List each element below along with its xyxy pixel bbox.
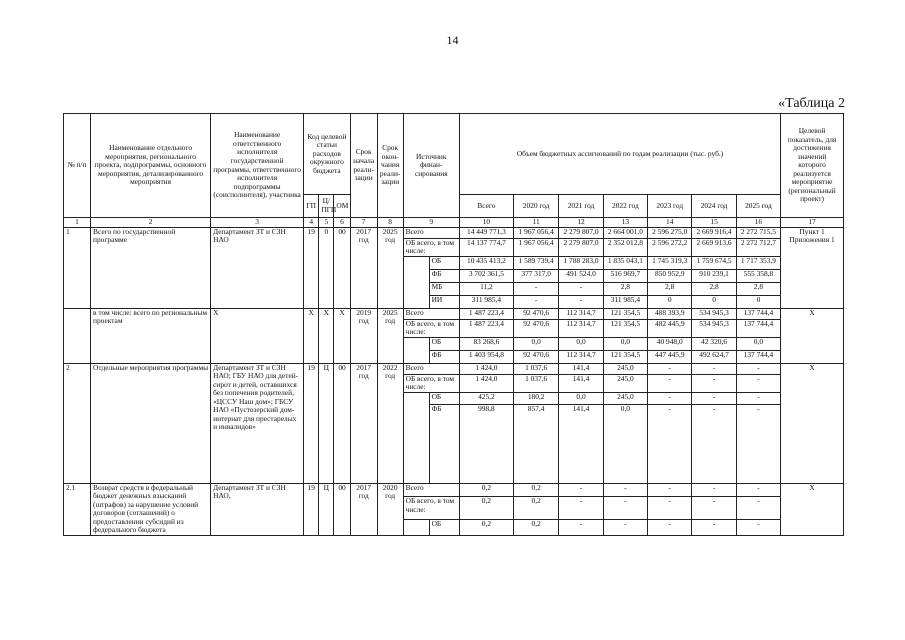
row-name: в том числе: всего по региональным проектам [91, 308, 211, 363]
header-om: ОМ [334, 195, 350, 218]
amount-cell: 1 745 319,3 [648, 256, 692, 269]
header-name: Наименование отдельного мероприятия, регионального проекта, подпрограммы, основного мероприятия, детализированного мероприятия [91, 114, 211, 218]
row-code-pgp: Ц [319, 363, 334, 483]
row-source: ОБ всего, в том числе: [403, 319, 459, 337]
row-source: Всего [403, 363, 459, 374]
amount-cell: - [559, 483, 603, 497]
row-executor: Департамент ЗТ и СЗН НАО, [211, 483, 304, 535]
amount-cell: - [559, 282, 603, 295]
row-name: Возврат средств в федеральный бюджет денежных взысканий (штрафов) за нарушение условий договоров (соглашений) о предоставлении субсидий из федерального бюджета [91, 483, 211, 535]
row-code-om: 00 [334, 363, 350, 483]
amount-cell: - [513, 295, 558, 308]
amount-cell: 1 403 954,8 [459, 350, 513, 363]
amount-cell: 0,2 [513, 519, 558, 535]
row-code-pgp: 0 [319, 227, 334, 308]
amount-cell: 112 314,7 [559, 319, 603, 337]
row-executor: Департамент ЗТ и СЗН НАО; ГБУ НАО для детей-сирот и детей, оставшихся без попечения родителей, «ЦССУ Наш дом»; ГБСУ НАО «Пустозерский дом-интернат для престарелых и инвалидов» [211, 363, 304, 483]
amount-cell: 137 744,4 [736, 308, 780, 319]
header-start: Срок начала реали- зации [350, 114, 377, 218]
column-number-cell: 7 [350, 218, 377, 228]
row-code-gp: 19 [304, 227, 319, 308]
row-end: 2022 год [377, 363, 403, 483]
amount-cell: 488 393,9 [648, 308, 692, 319]
row-number: 2.1 [64, 483, 91, 535]
amount-cell: - [736, 497, 780, 519]
budget-table [63, 113, 844, 536]
column-number-cell: 11 [513, 218, 558, 228]
amount-cell: 555 358,8 [736, 269, 780, 282]
amount-cell: 92 470,6 [513, 350, 558, 363]
amount-cell: 14 137 774,7 [459, 238, 513, 256]
amount-cell: 0,2 [459, 483, 513, 497]
row-start: 2017 год [350, 227, 377, 308]
column-number-cell: 15 [692, 218, 736, 228]
column-number-cell: 9 [403, 218, 459, 228]
header-year-2020: 2020 год [513, 195, 558, 218]
amount-cell: 447 445,9 [648, 350, 692, 363]
row-source-sub: ОБ [429, 519, 459, 535]
row-end: 2020 год [377, 483, 403, 535]
amount-cell: 2 272 712,7 [736, 238, 780, 256]
row-source: ОБ всего, в том числе: [403, 497, 459, 519]
amount-cell: 0 [648, 295, 692, 308]
header-volume: Объем бюджетных ассигнований по годам реализации (тыс. руб.) [459, 114, 780, 195]
amount-cell: 491 524,0 [559, 269, 603, 282]
column-number-row [64, 218, 844, 228]
amount-cell: 141,4 [559, 374, 603, 392]
column-number-cell: 6 [334, 218, 350, 228]
amount-cell: 0,2 [459, 519, 513, 535]
amount-cell: 377 317,0 [513, 269, 558, 282]
column-number-cell: 8 [377, 218, 403, 228]
amount-cell: 112 314,7 [559, 308, 603, 319]
header-executor: Наименование ответственного исполнителя государственной программы, ответственного исполнителя подпрограммы (соисполнителя), участника [211, 114, 304, 218]
amount-cell: 534 945,3 [692, 308, 736, 319]
row-source: Всего [403, 227, 459, 238]
amount-cell: - [736, 363, 780, 374]
header-gp: ГП [304, 195, 319, 218]
amount-cell: 2,8 [648, 282, 692, 295]
amount-cell: 42 320,6 [692, 337, 736, 350]
row-code-pgp: X [319, 308, 334, 363]
row-start: 2019 год [350, 308, 377, 363]
table-row [64, 483, 844, 497]
row-source: Всего [403, 308, 459, 319]
amount-cell: 1 487 223,4 [459, 308, 513, 319]
amount-cell: - [736, 392, 780, 404]
amount-cell: 850 952,9 [648, 269, 692, 282]
amount-cell: - [736, 404, 780, 483]
amount-cell: - [559, 497, 603, 519]
amount-cell: 245,0 [603, 392, 647, 404]
amount-cell: - [513, 282, 558, 295]
amount-cell: 40 948,0 [648, 337, 692, 350]
source-indent [403, 337, 429, 363]
column-number-cell: 13 [603, 218, 647, 228]
amount-cell: 2 669 916,4 [692, 227, 736, 238]
amount-cell: 2,8 [692, 282, 736, 295]
amount-cell: 2 596 272,2 [648, 238, 692, 256]
row-source: Всего [403, 483, 459, 497]
amount-cell: - [648, 363, 692, 374]
amount-cell: 1 424,0 [459, 363, 513, 374]
column-number-cell: 1 [64, 218, 91, 228]
amount-cell: 3 702 361,5 [459, 269, 513, 282]
header-year-2023: 2023 год [648, 195, 692, 218]
header-year-2021: 2021 год [559, 195, 603, 218]
header-pgp: Ц/ ПГП [319, 195, 334, 218]
amount-cell: 998,8 [459, 404, 513, 483]
column-number-cell: 10 [459, 218, 513, 228]
row-source: ОБ всего, в том числе: [403, 238, 459, 256]
amount-cell: 2 596 275,0 [648, 227, 692, 238]
table-caption: «Таблица 2 [778, 96, 845, 111]
amount-cell: 425,2 [459, 392, 513, 404]
row-code-gp: X [304, 308, 319, 363]
amount-cell: - [603, 483, 647, 497]
amount-cell: 492 624,7 [692, 350, 736, 363]
amount-cell: 1 589 739,4 [513, 256, 558, 269]
row-end: 2025 год [377, 227, 403, 308]
row-start: 2017 год [350, 483, 377, 535]
row-code-gp: 19 [304, 363, 319, 483]
row-code-om: X [334, 308, 350, 363]
amount-cell: - [603, 519, 647, 535]
amount-cell: 1 487 223,4 [459, 319, 513, 337]
amount-cell: 141,4 [559, 363, 603, 374]
amount-cell: 0,0 [603, 337, 647, 350]
amount-cell: 1 835 043,1 [603, 256, 647, 269]
amount-cell: - [736, 519, 780, 535]
row-source-sub: МБ [429, 282, 459, 295]
amount-cell: 0,0 [559, 392, 603, 404]
amount-cell: 112 314,7 [559, 350, 603, 363]
row-source-sub: ФБ [429, 269, 459, 282]
amount-cell: - [648, 404, 692, 483]
amount-cell: - [648, 483, 692, 497]
amount-cell: - [692, 483, 736, 497]
column-number-cell: 17 [781, 218, 844, 228]
amount-cell: 2 352 012,8 [603, 238, 647, 256]
row-source-sub: ОБ [429, 337, 459, 350]
column-number-cell: 12 [559, 218, 603, 228]
column-number-cell: 5 [319, 218, 334, 228]
amount-cell: 0,2 [513, 483, 558, 497]
amount-cell: 10 435 413,2 [459, 256, 513, 269]
amount-cell: - [692, 404, 736, 483]
amount-cell: - [648, 392, 692, 404]
column-number-cell: 16 [736, 218, 780, 228]
row-number: 1 [64, 227, 91, 308]
amount-cell: 2 279 807,0 [559, 227, 603, 238]
amount-cell: 1 967 056,4 [513, 227, 558, 238]
amount-cell: - [736, 483, 780, 497]
amount-cell: 2 272 715,5 [736, 227, 780, 238]
amount-cell: 534 945,3 [692, 319, 736, 337]
source-indent [403, 519, 429, 535]
amount-cell: 2 279 807,0 [559, 238, 603, 256]
row-code-om: 00 [334, 227, 350, 308]
amount-cell: 121 354,5 [603, 319, 647, 337]
row-name: Отдельные мероприятия программы [91, 363, 211, 483]
header-end: Срок окон- чания реали- зации [377, 114, 403, 218]
table-row [64, 227, 844, 238]
amount-cell: - [736, 374, 780, 392]
amount-cell: 245,0 [603, 363, 647, 374]
amount-cell: - [648, 519, 692, 535]
row-target: Пункт 1 Приложения 1 [781, 227, 844, 308]
row-target: X [781, 483, 844, 535]
amount-cell: 910 239,1 [692, 269, 736, 282]
amount-cell: - [603, 497, 647, 519]
amount-cell: - [692, 392, 736, 404]
amount-cell: 0,0 [559, 337, 603, 350]
amount-cell: 1 788 283,0 [559, 256, 603, 269]
header-num: № п/п [64, 114, 91, 218]
column-number-cell: 3 [211, 218, 304, 228]
column-number-cell: 2 [91, 218, 211, 228]
amount-cell: 1 967 056,4 [513, 238, 558, 256]
amount-cell: 11,2 [459, 282, 513, 295]
amount-cell: 1 037,6 [513, 363, 558, 374]
amount-cell: - [648, 497, 692, 519]
amount-cell: 2,8 [603, 282, 647, 295]
row-code-om: 00 [334, 483, 350, 535]
amount-cell: 1 717 353,9 [736, 256, 780, 269]
source-indent [403, 256, 429, 308]
page-number: 14 [446, 33, 459, 47]
amount-cell: 0 [736, 295, 780, 308]
row-target: X [781, 363, 844, 483]
header-total: Всего [459, 195, 513, 218]
amount-cell: 2,8 [736, 282, 780, 295]
amount-cell: 482 445,9 [648, 319, 692, 337]
amount-cell: 141,4 [559, 404, 603, 483]
row-name: Всего по государственной программе [91, 227, 211, 308]
row-source-sub: ИИ [429, 295, 459, 308]
amount-cell: 14 449 771,3 [459, 227, 513, 238]
amount-cell: 245,0 [603, 374, 647, 392]
row-code-pgp: Ц [319, 483, 334, 535]
amount-cell: 516 969,7 [603, 269, 647, 282]
amount-cell: 857,4 [513, 404, 558, 483]
amount-cell: 2 664 001,0 [603, 227, 647, 238]
source-indent [403, 392, 429, 483]
row-source-sub: ОБ [429, 256, 459, 269]
amount-cell: 121 354,5 [603, 308, 647, 319]
amount-cell: 0,0 [513, 337, 558, 350]
amount-cell: - [692, 497, 736, 519]
amount-cell: 0,0 [603, 404, 647, 483]
column-number-cell: 14 [648, 218, 692, 228]
amount-cell: - [692, 374, 736, 392]
amount-cell: 1 424,0 [459, 374, 513, 392]
row-source-sub: ОБ [429, 392, 459, 404]
amount-cell: - [692, 519, 736, 535]
header-year-2022: 2022 год [603, 195, 647, 218]
column-number-cell: 4 [304, 218, 319, 228]
row-target: X [781, 308, 844, 363]
row-end: 2025 год [377, 308, 403, 363]
amount-cell: 1 037,6 [513, 374, 558, 392]
amount-cell: - [559, 295, 603, 308]
amount-cell: 0,0 [736, 337, 780, 350]
amount-cell: - [559, 519, 603, 535]
amount-cell: - [692, 363, 736, 374]
amount-cell: - [648, 374, 692, 392]
row-source: ОБ всего, в том числе: [403, 374, 459, 392]
header-source: Источник финан- сирования [403, 114, 459, 218]
amount-cell: 137 744,4 [736, 350, 780, 363]
row-start: 2017 год [350, 363, 377, 483]
amount-cell: 311 985,4 [459, 295, 513, 308]
amount-cell: 0,2 [459, 497, 513, 519]
row-executor: Департамент ЗТ и СЗН НАО [211, 227, 304, 308]
amount-cell: 121 354,5 [603, 350, 647, 363]
row-source-sub: ФБ [429, 404, 459, 483]
amount-cell: 180,2 [513, 392, 558, 404]
row-number [64, 308, 91, 363]
amount-cell: 0 [692, 295, 736, 308]
amount-cell: 311 985,4 [603, 295, 647, 308]
amount-cell: 137 744,4 [736, 319, 780, 337]
header-target: Целевой показатель, для достижения значений которого реализуется мероприятие (региональный проект) [781, 114, 844, 218]
table-row [64, 308, 844, 319]
amount-cell: 92 470,6 [513, 308, 558, 319]
amount-cell: 0,2 [513, 497, 558, 519]
row-source-sub: ФБ [429, 350, 459, 363]
header-code: Код целевой статьи расходов окружного бюджета [304, 114, 351, 195]
header-year-2025: 2025 год [736, 195, 780, 218]
row-executor: X [211, 308, 304, 363]
header-year-2024: 2024 год [692, 195, 736, 218]
amount-cell: 83 268,6 [459, 337, 513, 350]
row-code-gp: 19 [304, 483, 319, 535]
row-number: 2 [64, 363, 91, 483]
table-row [64, 363, 844, 374]
amount-cell: 2 669 913,6 [692, 238, 736, 256]
amount-cell: 1 759 674,5 [692, 256, 736, 269]
amount-cell: 92 470,6 [513, 319, 558, 337]
